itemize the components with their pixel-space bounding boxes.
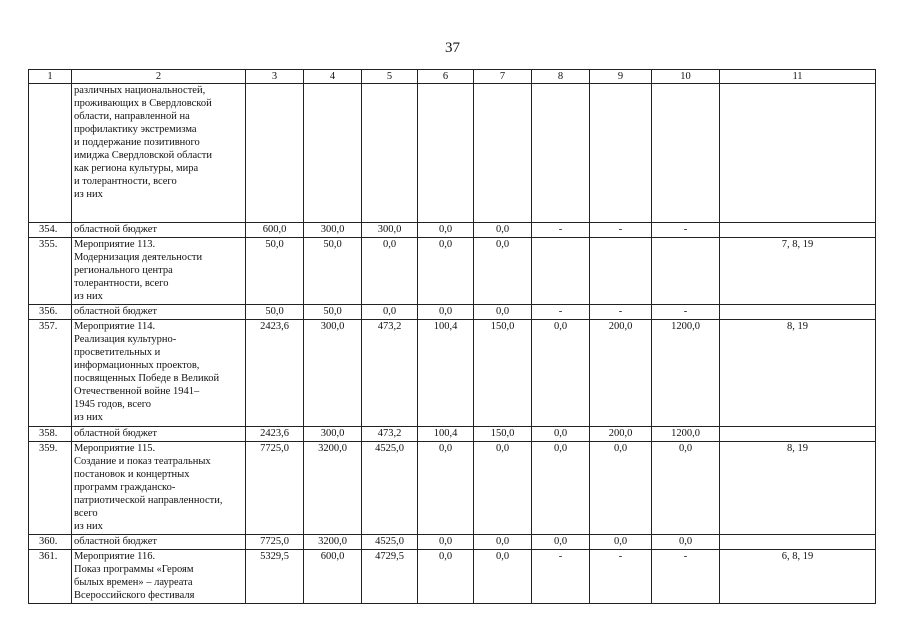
cell-col10: [652, 238, 720, 305]
cell-col4: 600,0: [304, 550, 362, 604]
cell-col9: 200,0: [590, 320, 652, 427]
cell-col4: 3200,0: [304, 535, 362, 550]
header-cell-9: 9: [590, 70, 652, 84]
header-cell-11: 11: [720, 70, 876, 84]
cell-col10: -: [652, 223, 720, 238]
cell-col6: [418, 84, 474, 223]
cell-col8: 0,0: [532, 535, 590, 550]
cell-col9: -: [590, 305, 652, 320]
cell-col5: 4729,5: [362, 550, 418, 604]
header-cell-8: 8: [532, 70, 590, 84]
cell-col8: [532, 238, 590, 305]
cell-col10: 0,0: [652, 535, 720, 550]
cell-col4: 50,0: [304, 238, 362, 305]
header-cell-7: 7: [474, 70, 532, 84]
cell-col6: 0,0: [418, 305, 474, 320]
cell-total: 50,0: [246, 238, 304, 305]
row-number: 355.: [29, 238, 72, 305]
cell-targets: 7, 8, 19: [720, 238, 876, 305]
row-number: 360.: [29, 535, 72, 550]
cell-col6: 100,4: [418, 427, 474, 442]
cell-total: 2423,6: [246, 320, 304, 427]
cell-col7: 0,0: [474, 223, 532, 238]
table-row: [29, 320, 876, 427]
cell-col6: 0,0: [418, 550, 474, 604]
cell-col9: -: [590, 550, 652, 604]
cell-col8: [532, 84, 590, 223]
cell-col7: 0,0: [474, 535, 532, 550]
cell-col10: -: [652, 305, 720, 320]
row-description: Мероприятие 113. Модернизация деятельности регионального центра толерантности, всего из них: [72, 238, 246, 305]
row-description: областной бюджет: [72, 223, 246, 238]
table-row: [29, 442, 876, 535]
cell-targets: [720, 427, 876, 442]
cell-col5: 0,0: [362, 238, 418, 305]
row-description: Мероприятие 115. Создание и показ театральных постановок и концертных программ гражданско- патриотической направленности, всего из них: [72, 442, 246, 535]
table-row: [29, 427, 876, 442]
cell-col5: 0,0: [362, 305, 418, 320]
cell-targets: [720, 84, 876, 223]
cell-col7: 0,0: [474, 550, 532, 604]
cell-col6: 0,0: [418, 442, 474, 535]
cell-col4: 300,0: [304, 427, 362, 442]
cell-col10: 0,0: [652, 442, 720, 535]
table-row: [29, 550, 876, 604]
row-number: 359.: [29, 442, 72, 535]
row-description: Мероприятие 116. Показ программы «Героям былых времен» – лауреата Всероссийского фестиваля: [72, 550, 246, 604]
cell-total: 2423,6: [246, 427, 304, 442]
row-number: 357.: [29, 320, 72, 427]
cell-total: 7725,0: [246, 442, 304, 535]
row-number: 358.: [29, 427, 72, 442]
table-row: [29, 223, 876, 238]
cell-col5: 4525,0: [362, 442, 418, 535]
header-cell-3: 3: [246, 70, 304, 84]
cell-col6: 100,4: [418, 320, 474, 427]
row-number: 361.: [29, 550, 72, 604]
row-number: [29, 84, 72, 223]
page-number: 37: [445, 40, 460, 56]
header-row: [29, 70, 876, 84]
table-row: [29, 535, 876, 550]
header-cell-4: 4: [304, 70, 362, 84]
header-cell-10: 10: [652, 70, 720, 84]
cell-col10: 1200,0: [652, 427, 720, 442]
header-cell-2: 2: [72, 70, 246, 84]
header-cell-6: 6: [418, 70, 474, 84]
row-description: Мероприятие 114. Реализация культурно- просветительных и информационных проектов, посвященных Победе в Великой Отечественной войне 1941– 1945 годов, всего из них: [72, 320, 246, 427]
cell-total: 7725,0: [246, 535, 304, 550]
cell-col9: 0,0: [590, 442, 652, 535]
cell-col10: 1200,0: [652, 320, 720, 427]
cell-total: 600,0: [246, 223, 304, 238]
cell-col5: 300,0: [362, 223, 418, 238]
cell-col4: 300,0: [304, 320, 362, 427]
cell-targets: 6, 8, 19: [720, 550, 876, 604]
cell-col5: 4525,0: [362, 535, 418, 550]
cell-col7: 0,0: [474, 305, 532, 320]
row-description: различных национальностей, проживающих в Свердловской области, направленной на профилактику экстремизма и поддержание позитивного имиджа Свердловской области как региона культуры, мира и толерантности, всего из них: [72, 84, 246, 223]
header-cell-1: 1: [29, 70, 72, 84]
cell-col7: 150,0: [474, 427, 532, 442]
cell-col8: 0,0: [532, 442, 590, 535]
row-description: областной бюджет: [72, 305, 246, 320]
table-row: [29, 84, 876, 223]
cell-col7: 150,0: [474, 320, 532, 427]
cell-col9: [590, 238, 652, 305]
cell-col6: 0,0: [418, 223, 474, 238]
cell-col9: -: [590, 223, 652, 238]
cell-col10: -: [652, 550, 720, 604]
cell-col5: 473,2: [362, 320, 418, 427]
cell-col8: 0,0: [532, 427, 590, 442]
row-number: 356.: [29, 305, 72, 320]
table-row: [29, 305, 876, 320]
cell-col10: [652, 84, 720, 223]
cell-targets: 8, 19: [720, 320, 876, 427]
table-row: [29, 238, 876, 305]
cell-col4: 300,0: [304, 223, 362, 238]
cell-col5: [362, 84, 418, 223]
cell-targets: [720, 305, 876, 320]
cell-col9: 0,0: [590, 535, 652, 550]
cell-total: 50,0: [246, 305, 304, 320]
cell-targets: [720, 535, 876, 550]
cell-col4: 50,0: [304, 305, 362, 320]
cell-total: [246, 84, 304, 223]
cell-col5: 473,2: [362, 427, 418, 442]
cell-col8: -: [532, 550, 590, 604]
header-cell-5: 5: [362, 70, 418, 84]
cell-col7: 0,0: [474, 442, 532, 535]
cell-col8: 0,0: [532, 320, 590, 427]
budget-table: [28, 69, 876, 604]
cell-targets: 8, 19: [720, 442, 876, 535]
row-number: 354.: [29, 223, 72, 238]
cell-col4: [304, 84, 362, 223]
cell-col8: -: [532, 305, 590, 320]
cell-col9: 200,0: [590, 427, 652, 442]
cell-col8: -: [532, 223, 590, 238]
row-description: областной бюджет: [72, 427, 246, 442]
cell-col9: [590, 84, 652, 223]
cell-col6: 0,0: [418, 238, 474, 305]
row-description: областной бюджет: [72, 535, 246, 550]
cell-col7: 0,0: [474, 238, 532, 305]
cell-col4: 3200,0: [304, 442, 362, 535]
cell-total: 5329,5: [246, 550, 304, 604]
cell-col7: [474, 84, 532, 223]
cell-targets: [720, 223, 876, 238]
cell-col6: 0,0: [418, 535, 474, 550]
